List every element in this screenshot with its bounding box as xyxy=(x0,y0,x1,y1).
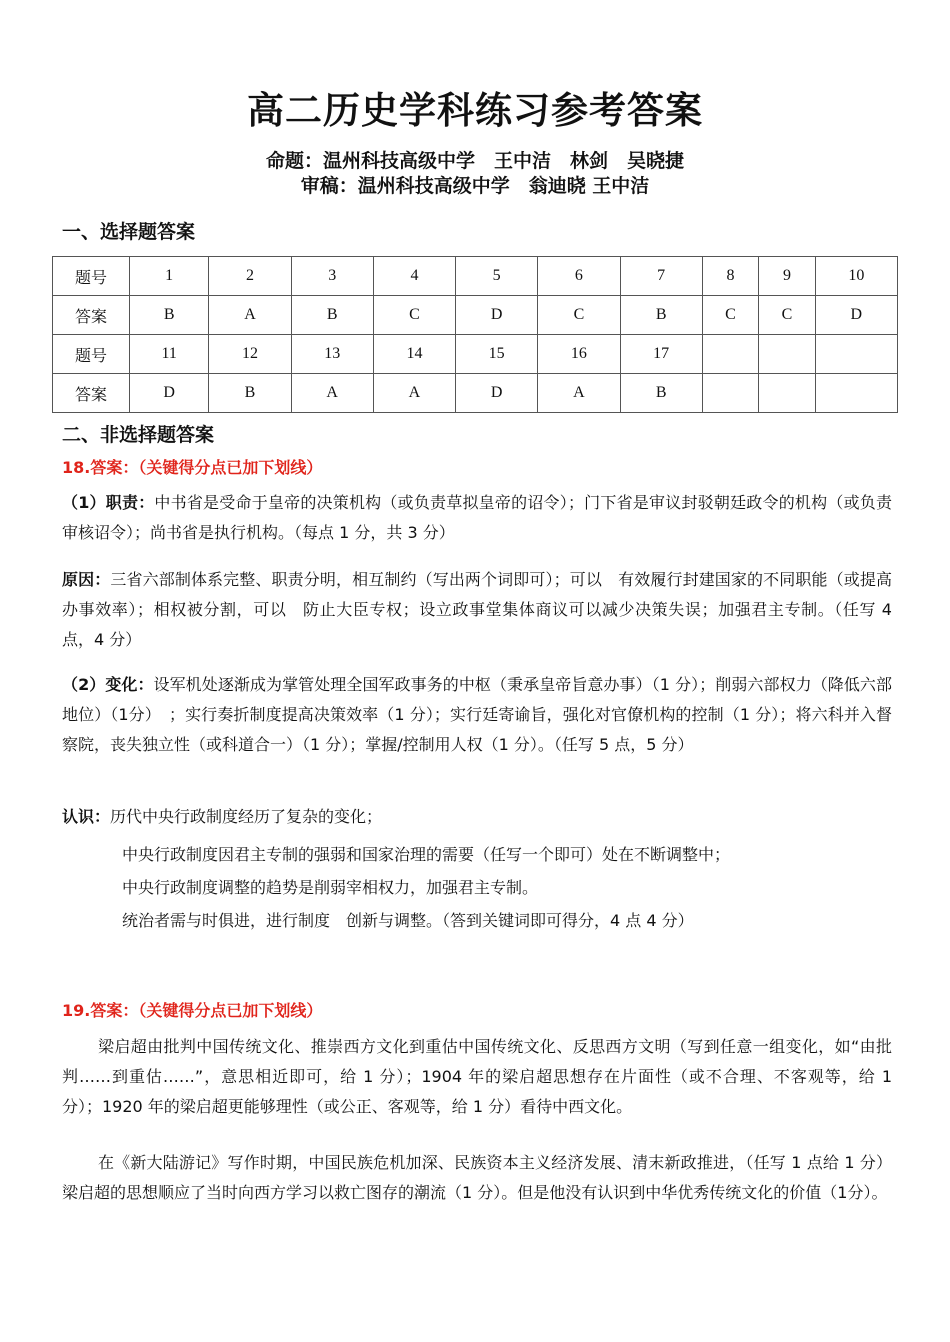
q18-reason-paragraph xyxy=(62,565,892,655)
table-cell: 1 xyxy=(130,257,209,296)
table-cell: 12 xyxy=(209,335,291,374)
reviewers-line: 审稿：温州科技高级中学 翁迪晓 王中洁 xyxy=(300,175,650,197)
q18-duty-paragraph xyxy=(62,488,892,548)
table-cell: C xyxy=(373,296,455,335)
q18-understanding-line-1: 中央行政制度因君主专制的强弱和国家治理的需要（任写一个即可）处在不断调整中； xyxy=(122,845,731,864)
table-cell: A xyxy=(538,374,620,413)
table-cell: 题号 xyxy=(53,335,130,374)
table-cell: 2 xyxy=(209,257,291,296)
table-cell: B xyxy=(291,296,373,335)
table-cell xyxy=(815,374,897,413)
table-cell: 题号 xyxy=(53,257,130,296)
table-cell: 16 xyxy=(538,335,620,374)
q19-header: 19.答案：（关键得分点已加下划线） xyxy=(62,1001,323,1020)
answer-table xyxy=(52,256,898,413)
q18-header: 18.答案：（关键得分点已加下划线） xyxy=(62,458,323,477)
table-cell: C xyxy=(702,296,758,335)
q18-understanding-line-3: 统治者需与时俱进，进行制度 创新与调整。（答到关键词即可得分，4 点 4 分） xyxy=(122,911,694,930)
q18-duty-label: （1）职责： xyxy=(62,493,155,512)
table-cell: C xyxy=(538,296,620,335)
q18-change-label: （2）变化： xyxy=(62,675,154,694)
q18-change-text: 设军机处逐渐成为掌管处理全国军政事务的中枢（秉承皇帝旨意办事）（1 分）；削弱六部权力（降低六部地位）（1分） ；实行奏折制度提高决策效率（1 分）；实行廷寄谕旨，强化对官僚机构的控制（1 分）；将六科并入督察院，丧失独立性（或科道合一）（1 分）；掌握/控制用人权（1 分）。（任写 5 点，5 分） xyxy=(62,675,892,754)
table-cell: B xyxy=(130,296,209,335)
authors-line: 命题：温州科技高级中学 王中洁 林剑 吴晓捷 xyxy=(265,150,684,172)
table-cell: 17 xyxy=(620,335,702,374)
table-cell xyxy=(815,335,897,374)
table-cell: B xyxy=(620,296,702,335)
table-row xyxy=(53,257,898,296)
q18-understanding-label: 认识： xyxy=(62,807,111,826)
table-cell: D xyxy=(456,374,538,413)
table-cell: C xyxy=(759,296,815,335)
table-row xyxy=(53,335,898,374)
q18-understanding-paragraph xyxy=(62,802,892,832)
table-cell: D xyxy=(815,296,897,335)
table-cell: 8 xyxy=(702,257,758,296)
q18-understanding-line-2: 中央行政制度调整的趋势是削弱宰相权力，加强君主专制。 xyxy=(122,878,539,897)
q19-paragraph-2: 在《新大陆游记》写作时期，中国民族危机加深、民族资本主义经济发展、清末新政推进，（任写 1 点给 1 分）梁启超的思想顺应了当时向西方学习以救亡图存的潮流（1 分）。但是他没有认识到中华优秀传统文化的价值（1分）。 xyxy=(62,1153,892,1202)
table-cell xyxy=(759,374,815,413)
table-cell xyxy=(759,335,815,374)
table-cell: 15 xyxy=(456,335,538,374)
page-title: 高二历史学科练习参考答案 xyxy=(247,89,703,132)
q18-reason-text: 三省六部制体系完整、职责分明，相互制约（写出两个词即可）；可以 有效履行封建国家的不同职能（或提高办事效率）；相权被分割，可以 防止大臣专权；设立政事堂集体商议可以减少决策失误；加强君主专制。（任写 4 点，4 分） xyxy=(62,570,892,649)
q19-paragraph-1: 梁启超由批判中国传统文化、推崇西方文化到重估中国传统文化、反思西方文明（写到任意一组变化，如“由批判……到重估……”，意思相近即可，给 1 分）；1904 年的梁启超思想存在片面性（或不合理、不客观等，给 1 分）；1920 年的梁启超更能够理性（或公正、客观等，给 1 分）看待中西文化。 xyxy=(62,1037,892,1116)
table-cell: 4 xyxy=(373,257,455,296)
table-cell: 6 xyxy=(538,257,620,296)
table-cell: 3 xyxy=(291,257,373,296)
table-row xyxy=(53,296,898,335)
table-cell: A xyxy=(373,374,455,413)
table-cell: D xyxy=(456,296,538,335)
table-cell: 10 xyxy=(815,257,897,296)
table-cell: 14 xyxy=(373,335,455,374)
table-cell: 5 xyxy=(456,257,538,296)
table-cell: 13 xyxy=(291,335,373,374)
table-cell: B xyxy=(620,374,702,413)
table-cell: 答案 xyxy=(53,374,130,413)
table-row xyxy=(53,374,898,413)
section-choice-heading: 一、选择题答案 xyxy=(62,221,196,243)
q18-understanding-text: 历代中央行政制度经历了复杂的变化； xyxy=(110,807,383,826)
section-nonchoice-heading: 二、非选择题答案 xyxy=(62,424,215,446)
q18-duty-text: 中书省是受命于皇帝的决策机构（或负责草拟皇帝的诏令）；门下省是审议封驳朝廷政令的机构（或负责审核诏令）；尚书省是执行机构。（每点 1 分，共 3 分） xyxy=(62,493,892,542)
table-cell: A xyxy=(291,374,373,413)
table-cell xyxy=(702,374,758,413)
table-cell: D xyxy=(130,374,209,413)
table-cell: 7 xyxy=(620,257,702,296)
table-cell: A xyxy=(209,296,291,335)
table-cell: B xyxy=(209,374,291,413)
q18-reason-label: 原因： xyxy=(62,570,111,589)
table-cell: 答案 xyxy=(53,296,130,335)
table-cell: 9 xyxy=(759,257,815,296)
q18-change-paragraph xyxy=(62,670,892,760)
table-cell xyxy=(702,335,758,374)
table-cell: 11 xyxy=(130,335,209,374)
